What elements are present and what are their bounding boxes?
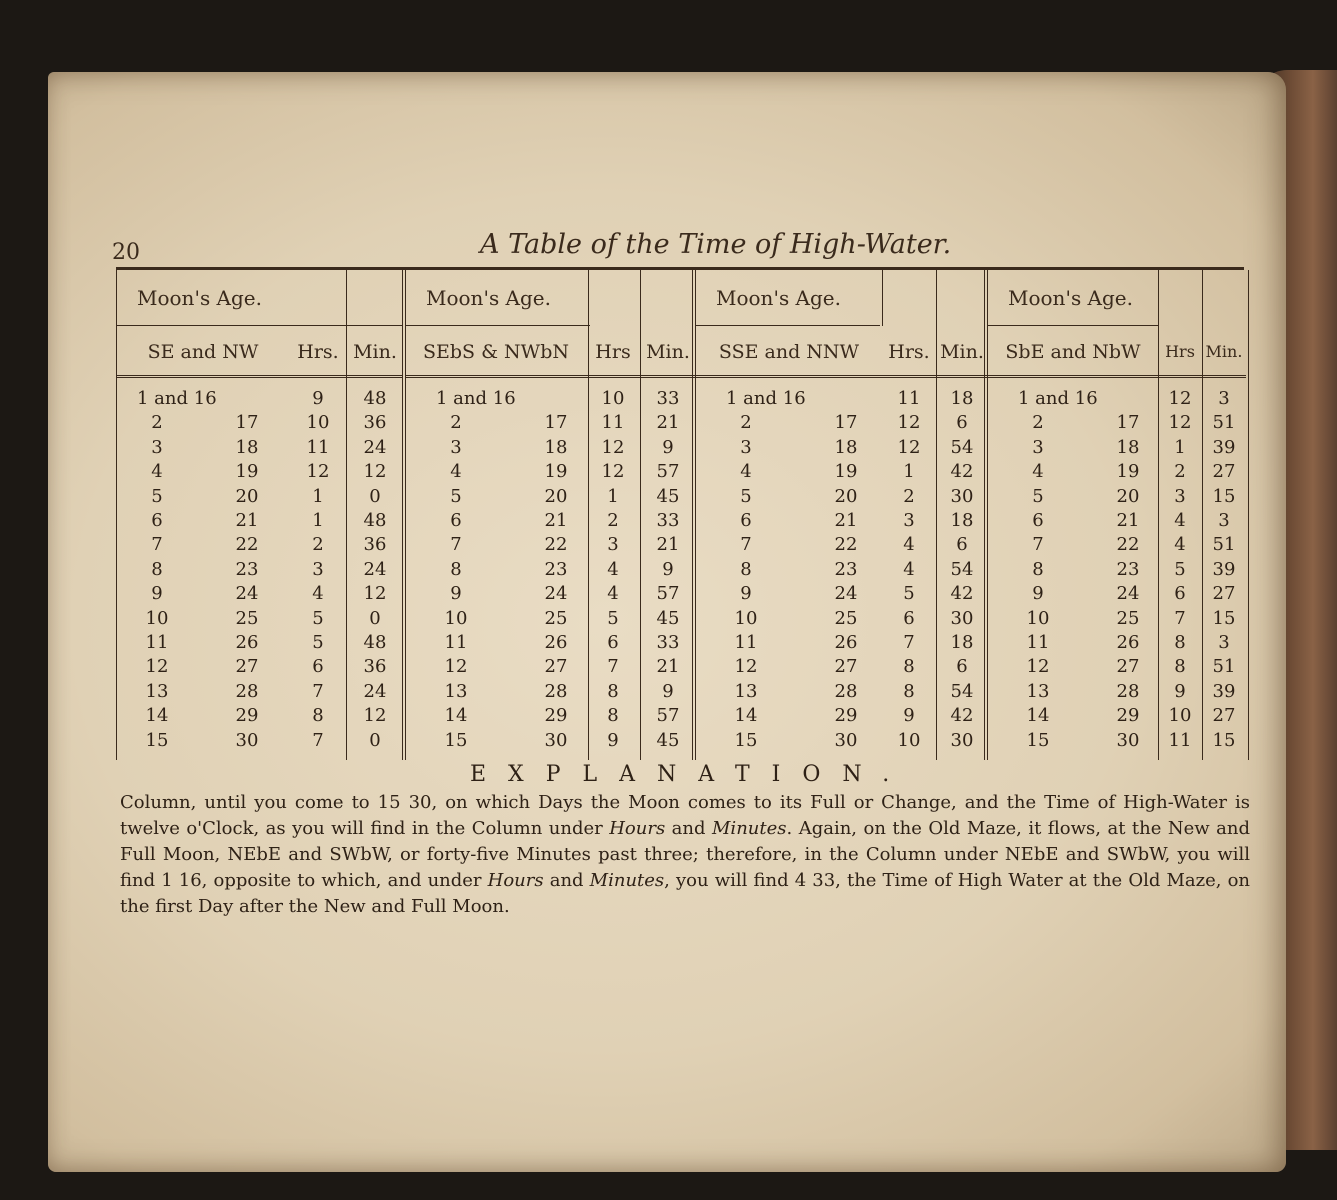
- hours-cell: 10: [306, 412, 330, 434]
- age-cell: 6: [450, 510, 462, 531]
- column-rule: [882, 270, 883, 326]
- hours-cell: 8: [312, 705, 324, 727]
- age-cell: 12: [1026, 656, 1050, 678]
- min-header: Min.: [936, 328, 988, 378]
- minutes-cell: 12: [363, 705, 387, 727]
- age-cell: 11: [734, 632, 758, 653]
- hours-cell: 7: [607, 656, 619, 678]
- hours-cell: 12: [897, 412, 921, 434]
- age-cell: 4: [450, 461, 462, 483]
- minutes-cell: 9: [662, 680, 674, 702]
- minutes-cell: 57: [656, 583, 680, 605]
- hours-cell: 5: [903, 583, 915, 605]
- min-header: Min.: [1202, 328, 1246, 378]
- age-cell: 3: [450, 436, 462, 458]
- hours-cell: 4: [607, 558, 619, 580]
- min-header: Min.: [347, 328, 403, 378]
- age-cell: 10: [145, 607, 169, 629]
- age-cell: 14: [444, 705, 468, 727]
- age-cell: 15: [145, 729, 169, 751]
- age-cell: 15: [444, 729, 468, 751]
- hours-cell: 12: [897, 436, 921, 458]
- hours-cell: 3: [312, 558, 324, 580]
- hours-cell: 6: [903, 607, 915, 629]
- minutes-cell: 15: [1212, 607, 1236, 629]
- age-cell-2: 25: [1116, 607, 1140, 629]
- age-cell-2: 23: [235, 558, 259, 580]
- hours-cell: 6: [607, 632, 619, 653]
- hours-cell: 11: [1168, 729, 1192, 751]
- minutes-cell: 9: [662, 558, 674, 580]
- moons-age-header: Moon's Age.: [696, 270, 880, 326]
- age-cell: 7: [151, 534, 163, 556]
- age-cell: 11: [145, 632, 169, 653]
- minutes-cell: 42: [950, 583, 974, 605]
- age-cell: 2: [1032, 412, 1044, 434]
- bearing-header: SE and NW: [117, 328, 289, 378]
- hours-cell: 4: [1174, 510, 1186, 531]
- age-cell-2: 19: [834, 461, 858, 483]
- age-cell-2: 18: [1116, 436, 1140, 458]
- age-cell: 15: [1026, 729, 1050, 751]
- age-cell-2: 29: [235, 705, 259, 727]
- age-cell: 3: [151, 436, 163, 458]
- explanation-heading: EXPLANATION.: [470, 762, 912, 787]
- minutes-cell: 51: [1212, 412, 1236, 434]
- age-cell: 9: [151, 583, 163, 605]
- age-cell-2: 24: [1116, 583, 1140, 605]
- hours-cell: 11: [601, 412, 625, 434]
- age-cell-2: 26: [544, 632, 568, 653]
- hours-cell: 11: [306, 436, 330, 458]
- minutes-cell: 6: [956, 656, 968, 678]
- hours-cell: 9: [607, 729, 619, 751]
- minutes-cell: 18: [950, 632, 974, 653]
- age-cell: 13: [1026, 680, 1050, 702]
- age-cell-2: 26: [235, 632, 259, 653]
- age-cell: 4: [740, 461, 752, 483]
- age-cell-2: 20: [544, 485, 568, 507]
- minutes-term: Minutes: [712, 818, 787, 839]
- minutes-cell: 24: [363, 436, 387, 458]
- age-cell: 11: [444, 632, 468, 653]
- age-cell-2: 28: [235, 680, 259, 702]
- age-cell: 4: [151, 461, 163, 483]
- age-cell: 8: [1032, 558, 1044, 580]
- conjunction: and: [543, 870, 590, 891]
- bearing-header: SEbS & NWbN: [406, 328, 586, 378]
- minutes-cell: 0: [369, 485, 381, 507]
- age-cell: 2: [740, 412, 752, 434]
- age-cell: 1 and 16: [137, 388, 217, 409]
- minutes-cell: 48: [363, 632, 387, 653]
- age-cell: 2: [151, 412, 163, 434]
- age-cell-2: 21: [235, 510, 259, 531]
- minutes-cell: 24: [363, 680, 387, 702]
- age-cell-2: 18: [235, 436, 259, 458]
- age-cell: 5: [1032, 485, 1044, 507]
- minutes-cell: 24: [363, 558, 387, 580]
- minutes-cell: 39: [1212, 558, 1236, 580]
- age-cell-2: 22: [544, 534, 568, 556]
- minutes-cell: 33: [656, 632, 680, 653]
- hours-cell: 9: [903, 705, 915, 727]
- age-cell: 1 and 16: [436, 388, 516, 409]
- minutes-cell: 39: [1212, 436, 1236, 458]
- age-cell-2: 24: [834, 583, 858, 605]
- explanation-text: [120, 790, 1250, 920]
- hrs-header: Hrs: [586, 328, 640, 378]
- conjunction: and: [665, 818, 712, 839]
- age-cell-2: 25: [235, 607, 259, 629]
- age-cell-2: 22: [235, 534, 259, 556]
- hours-cell: 8: [1174, 632, 1186, 653]
- minutes-cell: 0: [369, 607, 381, 629]
- age-cell: 12: [444, 656, 468, 678]
- hours-cell: 4: [607, 583, 619, 605]
- hours-cell: 8: [1174, 656, 1186, 678]
- hours-term: Hours: [609, 818, 666, 839]
- age-cell-2: 22: [834, 534, 858, 556]
- minutes-cell: 57: [656, 705, 680, 727]
- minutes-cell: 6: [956, 412, 968, 434]
- minutes-cell: 3: [1218, 632, 1230, 653]
- minutes-cell: 45: [656, 485, 680, 507]
- minutes-cell: 45: [656, 729, 680, 751]
- high-water-table: [116, 267, 1244, 760]
- minutes-cell: 51: [1212, 656, 1236, 678]
- age-cell-2: 19: [544, 461, 568, 483]
- age-cell-2: 23: [544, 558, 568, 580]
- age-cell-2: 17: [235, 412, 259, 434]
- hours-cell: 6: [1174, 583, 1186, 605]
- age-cell: 8: [151, 558, 163, 580]
- age-cell-2: 27: [1116, 656, 1140, 678]
- minutes-cell: 15: [1212, 729, 1236, 751]
- hours-cell: 1: [607, 485, 619, 507]
- minutes-cell: 18: [950, 510, 974, 531]
- age-cell: 1 and 16: [726, 388, 806, 409]
- minutes-cell: 21: [656, 656, 680, 678]
- age-cell-2: 29: [544, 705, 568, 727]
- age-cell-2: 30: [235, 729, 259, 751]
- bearing-header: SSE and NNW: [696, 328, 882, 378]
- minutes-cell: 36: [363, 412, 387, 434]
- hours-cell: 4: [903, 534, 915, 556]
- hours-cell: 3: [903, 510, 915, 531]
- minutes-cell: 39: [1212, 680, 1236, 702]
- age-cell-2: 30: [1116, 729, 1140, 751]
- hours-cell: 2: [903, 485, 915, 507]
- age-cell: 4: [1032, 461, 1044, 483]
- minutes-cell: 21: [656, 534, 680, 556]
- age-cell: 14: [734, 705, 758, 727]
- age-cell-2: 27: [235, 656, 259, 678]
- hrs-header: Hrs.: [882, 328, 936, 378]
- age-cell-2: 28: [834, 680, 858, 702]
- age-cell: 14: [145, 705, 169, 727]
- min-header: Min.: [640, 328, 696, 378]
- age-cell-2: 21: [544, 510, 568, 531]
- minutes-cell: 21: [656, 412, 680, 434]
- hours-cell: 1: [312, 510, 324, 531]
- minutes-cell: 12: [363, 461, 387, 483]
- hours-cell: 12: [601, 461, 625, 483]
- age-cell: 8: [450, 558, 462, 580]
- minutes-term: Minutes: [589, 870, 665, 891]
- age-cell: 2: [450, 412, 462, 434]
- minutes-cell: 48: [363, 388, 387, 409]
- moons-age-header: Moon's Age.: [406, 270, 590, 326]
- moons-age-header: Moon's Age.: [988, 270, 1158, 326]
- age-cell: 13: [145, 680, 169, 702]
- age-cell: 10: [1026, 607, 1050, 629]
- age-cell: 3: [740, 436, 752, 458]
- age-cell: 7: [450, 534, 462, 556]
- table-block-2: [402, 270, 696, 760]
- age-cell-2: 29: [1116, 705, 1140, 727]
- age-cell: 15: [734, 729, 758, 751]
- hours-cell: 1: [312, 485, 324, 507]
- minutes-cell: 45: [656, 607, 680, 629]
- age-cell-2: 25: [544, 607, 568, 629]
- moons-age-header: Moon's Age.: [117, 270, 403, 326]
- hours-cell: 8: [607, 705, 619, 727]
- age-cell: 9: [450, 583, 462, 605]
- hours-cell: 2: [312, 534, 324, 556]
- minutes-cell: 54: [950, 558, 974, 580]
- age-cell-2: 18: [544, 436, 568, 458]
- age-cell-2: 17: [544, 412, 568, 434]
- age-cell-2: 29: [834, 705, 858, 727]
- hours-cell: 7: [312, 680, 324, 702]
- hours-cell: 5: [1174, 558, 1186, 580]
- age-cell-2: 19: [1116, 461, 1140, 483]
- minutes-cell: 30: [950, 729, 974, 751]
- minutes-cell: 54: [950, 680, 974, 702]
- hours-cell: 10: [601, 388, 625, 409]
- page-number: 20: [112, 240, 140, 265]
- age-cell-2: 20: [235, 485, 259, 507]
- hours-cell: 4: [312, 583, 324, 605]
- explanation-part-3: , you will find 4 33, the Time of High Water at the Old Maze, on the first Day after the New and Full Moon.: [120, 870, 1251, 917]
- minutes-cell: 33: [656, 388, 680, 409]
- minutes-cell: 6: [956, 534, 968, 556]
- age-cell-2: 21: [834, 510, 858, 531]
- age-cell-2: 18: [834, 436, 858, 458]
- minutes-cell: 27: [1212, 461, 1236, 483]
- age-cell: 11: [1026, 632, 1050, 653]
- hours-cell: 12: [1168, 412, 1192, 434]
- age-cell: 5: [151, 485, 163, 507]
- hours-cell: 3: [1174, 485, 1186, 507]
- age-cell: 8: [740, 558, 752, 580]
- age-cell-2: 28: [544, 680, 568, 702]
- age-cell: 6: [740, 510, 752, 531]
- hours-cell: 12: [601, 436, 625, 458]
- age-cell: 1 and 16: [1018, 388, 1098, 409]
- hours-cell: 5: [312, 632, 324, 653]
- age-cell-2: 27: [544, 656, 568, 678]
- minutes-cell: 54: [950, 436, 974, 458]
- minutes-cell: 30: [950, 485, 974, 507]
- hours-cell: 9: [312, 388, 324, 409]
- minutes-cell: 15: [1212, 485, 1236, 507]
- age-cell-2: 17: [834, 412, 858, 434]
- age-cell-2: 22: [1116, 534, 1140, 556]
- hours-cell: 10: [1168, 705, 1192, 727]
- hours-cell: 8: [903, 656, 915, 678]
- age-cell-2: 19: [235, 461, 259, 483]
- age-cell-2: 26: [1116, 632, 1140, 653]
- hours-cell: 2: [1174, 461, 1186, 483]
- hours-cell: 5: [607, 607, 619, 629]
- table-block-3: [692, 270, 988, 760]
- hours-cell: 7: [1174, 607, 1186, 629]
- minutes-cell: 3: [1218, 510, 1230, 531]
- hours-cell: 4: [1174, 534, 1186, 556]
- minutes-cell: 18: [950, 388, 974, 409]
- age-cell-2: 20: [1116, 485, 1140, 507]
- age-cell-2: 26: [834, 632, 858, 653]
- table-block-1: [116, 270, 403, 760]
- hours-cell: 10: [897, 729, 921, 751]
- minutes-cell: 42: [950, 461, 974, 483]
- age-cell: 13: [444, 680, 468, 702]
- hours-cell: 8: [607, 680, 619, 702]
- age-cell-2: 24: [544, 583, 568, 605]
- age-cell: 7: [740, 534, 752, 556]
- hours-cell: 1: [903, 461, 915, 483]
- table-block-4: [984, 270, 1249, 760]
- age-cell-2: 27: [834, 656, 858, 678]
- bearing-header: SbE and NbW: [988, 328, 1158, 378]
- age-cell-2: 17: [1116, 412, 1140, 434]
- minutes-cell: 33: [656, 510, 680, 531]
- hours-cell: 6: [312, 656, 324, 678]
- age-cell: 6: [151, 510, 163, 531]
- minutes-cell: 48: [363, 510, 387, 531]
- age-cell-2: 21: [1116, 510, 1140, 531]
- minutes-cell: 36: [363, 656, 387, 678]
- hours-cell: 5: [312, 607, 324, 629]
- age-cell-2: 23: [1116, 558, 1140, 580]
- minutes-cell: 27: [1212, 583, 1236, 605]
- age-cell: 12: [145, 656, 169, 678]
- age-cell: 13: [734, 680, 758, 702]
- age-cell: 9: [1032, 583, 1044, 605]
- minutes-cell: 0: [369, 729, 381, 751]
- hours-term: Hours: [487, 870, 544, 891]
- age-cell: 7: [1032, 534, 1044, 556]
- age-cell: 14: [1026, 705, 1050, 727]
- age-cell-2: 24: [235, 583, 259, 605]
- age-cell: 10: [444, 607, 468, 629]
- age-cell: 12: [734, 656, 758, 678]
- minutes-cell: 51: [1212, 534, 1236, 556]
- age-cell-2: 30: [834, 729, 858, 751]
- age-cell-2: 23: [834, 558, 858, 580]
- hours-cell: 9: [1174, 680, 1186, 702]
- minutes-cell: 3: [1218, 388, 1230, 409]
- hours-cell: 4: [903, 558, 915, 580]
- age-cell-2: 20: [834, 485, 858, 507]
- minutes-cell: 57: [656, 461, 680, 483]
- explanation-part-1: Column, until you come to 15 30, on which Days the Moon comes to its Full or Change, and the Time of High-Water is twelve o'Clock, as you will find in the Column under: [120, 792, 1250, 839]
- age-cell: 5: [450, 485, 462, 507]
- minutes-cell: 30: [950, 607, 974, 629]
- age-cell-2: 25: [834, 607, 858, 629]
- hours-cell: 3: [607, 534, 619, 556]
- age-cell: 9: [740, 583, 752, 605]
- age-cell: 3: [1032, 436, 1044, 458]
- age-cell-2: 30: [544, 729, 568, 751]
- hours-cell: 2: [607, 510, 619, 531]
- hours-cell: 7: [903, 632, 915, 653]
- minutes-cell: 12: [363, 583, 387, 605]
- explanation-part-2: . Again, on the Old Maze, it flows, at the New and Full Moon, NEbE and SWbW, or forty-five Minutes past three; therefore, in the Column under NEbE and SWbW, you will find 1 16, opposite to which, and under: [120, 818, 1250, 891]
- minutes-cell: 9: [662, 436, 674, 458]
- age-cell: 10: [734, 607, 758, 629]
- minutes-cell: 42: [950, 705, 974, 727]
- hrs-header: Hrs.: [289, 328, 347, 378]
- minutes-cell: 27: [1212, 705, 1236, 727]
- hours-cell: 12: [1168, 388, 1192, 409]
- hours-cell: 11: [897, 388, 921, 409]
- page-title: A Table of the Time of High-Water.: [480, 229, 952, 260]
- age-cell: 6: [1032, 510, 1044, 531]
- age-cell-2: 28: [1116, 680, 1140, 702]
- hrs-header: Hrs: [1158, 328, 1202, 378]
- hours-cell: 1: [1174, 436, 1186, 458]
- hours-cell: 8: [903, 680, 915, 702]
- hours-cell: 7: [312, 729, 324, 751]
- minutes-cell: 36: [363, 534, 387, 556]
- age-cell: 5: [740, 485, 752, 507]
- hours-cell: 12: [306, 461, 330, 483]
